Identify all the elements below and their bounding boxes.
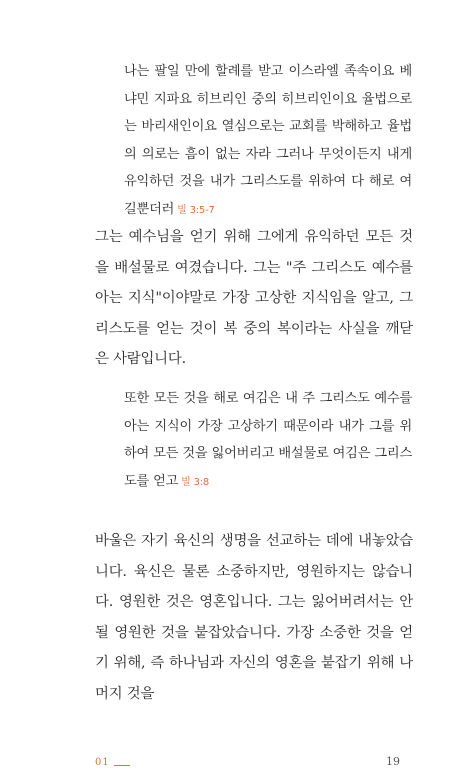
page-number: 19 xyxy=(386,755,400,768)
body-paragraph: 그는 예수님을 얻기 위해 그에게 유익하던 모든 것을 배설물로 여겼습니다. 그는 "주 그리스도 예수를 아는 지식"이야말로 가장 고상한 지식임을 알고, 그리스도를 얻는 것이 복 중의 복이라는 사실을 깨닫은 사람입니다. xyxy=(95,229,413,367)
chapter-number: 01 xyxy=(95,757,110,768)
quote-text: 나는 팔일 만에 할례를 받고 이스라엘 족속이요 베냐민 지파요 히브리인 중의 히브리인이요 율법으로는 바리새인이요 열심으로는 교회를 박해하고 율법의 의로는 흠이 없는 자라 그러나 무엇이든지 내게 유익하던 것을 내가 그리스도를 위하여 다 해로 여길뿐더러 xyxy=(124,64,412,217)
scripture-reference: 빌 3:8 xyxy=(181,476,210,488)
scripture-quote xyxy=(124,58,412,224)
scripture-reference: 빌 3:5-7 xyxy=(177,204,215,216)
chapter-divider xyxy=(114,765,130,766)
body-paragraph: 바울은 자기 육신의 생명을 선교하는 데에 내놓았습니다. 육신은 물론 소중하지만, 영원하지는 않습니다. 영원한 것은 영혼입니다. 그는 잃어버려서는 안 될 영원한 것을 붙잡았습니다. 가장 소중한 것을 얻기 위해, 즉 하나님과 자신의 영혼을 붙잡기 위해 나머지 것을 xyxy=(95,533,413,702)
scripture-quote xyxy=(124,385,412,496)
quote-text: 또한 모든 것을 해로 여김은 내 주 그리스도 예수를 아는 지식이 가장 고상하기 때문이라 내가 그를 위하여 모든 것을 잃어버리고 배설물로 여김은 그리스도를 얻고 xyxy=(124,391,412,489)
